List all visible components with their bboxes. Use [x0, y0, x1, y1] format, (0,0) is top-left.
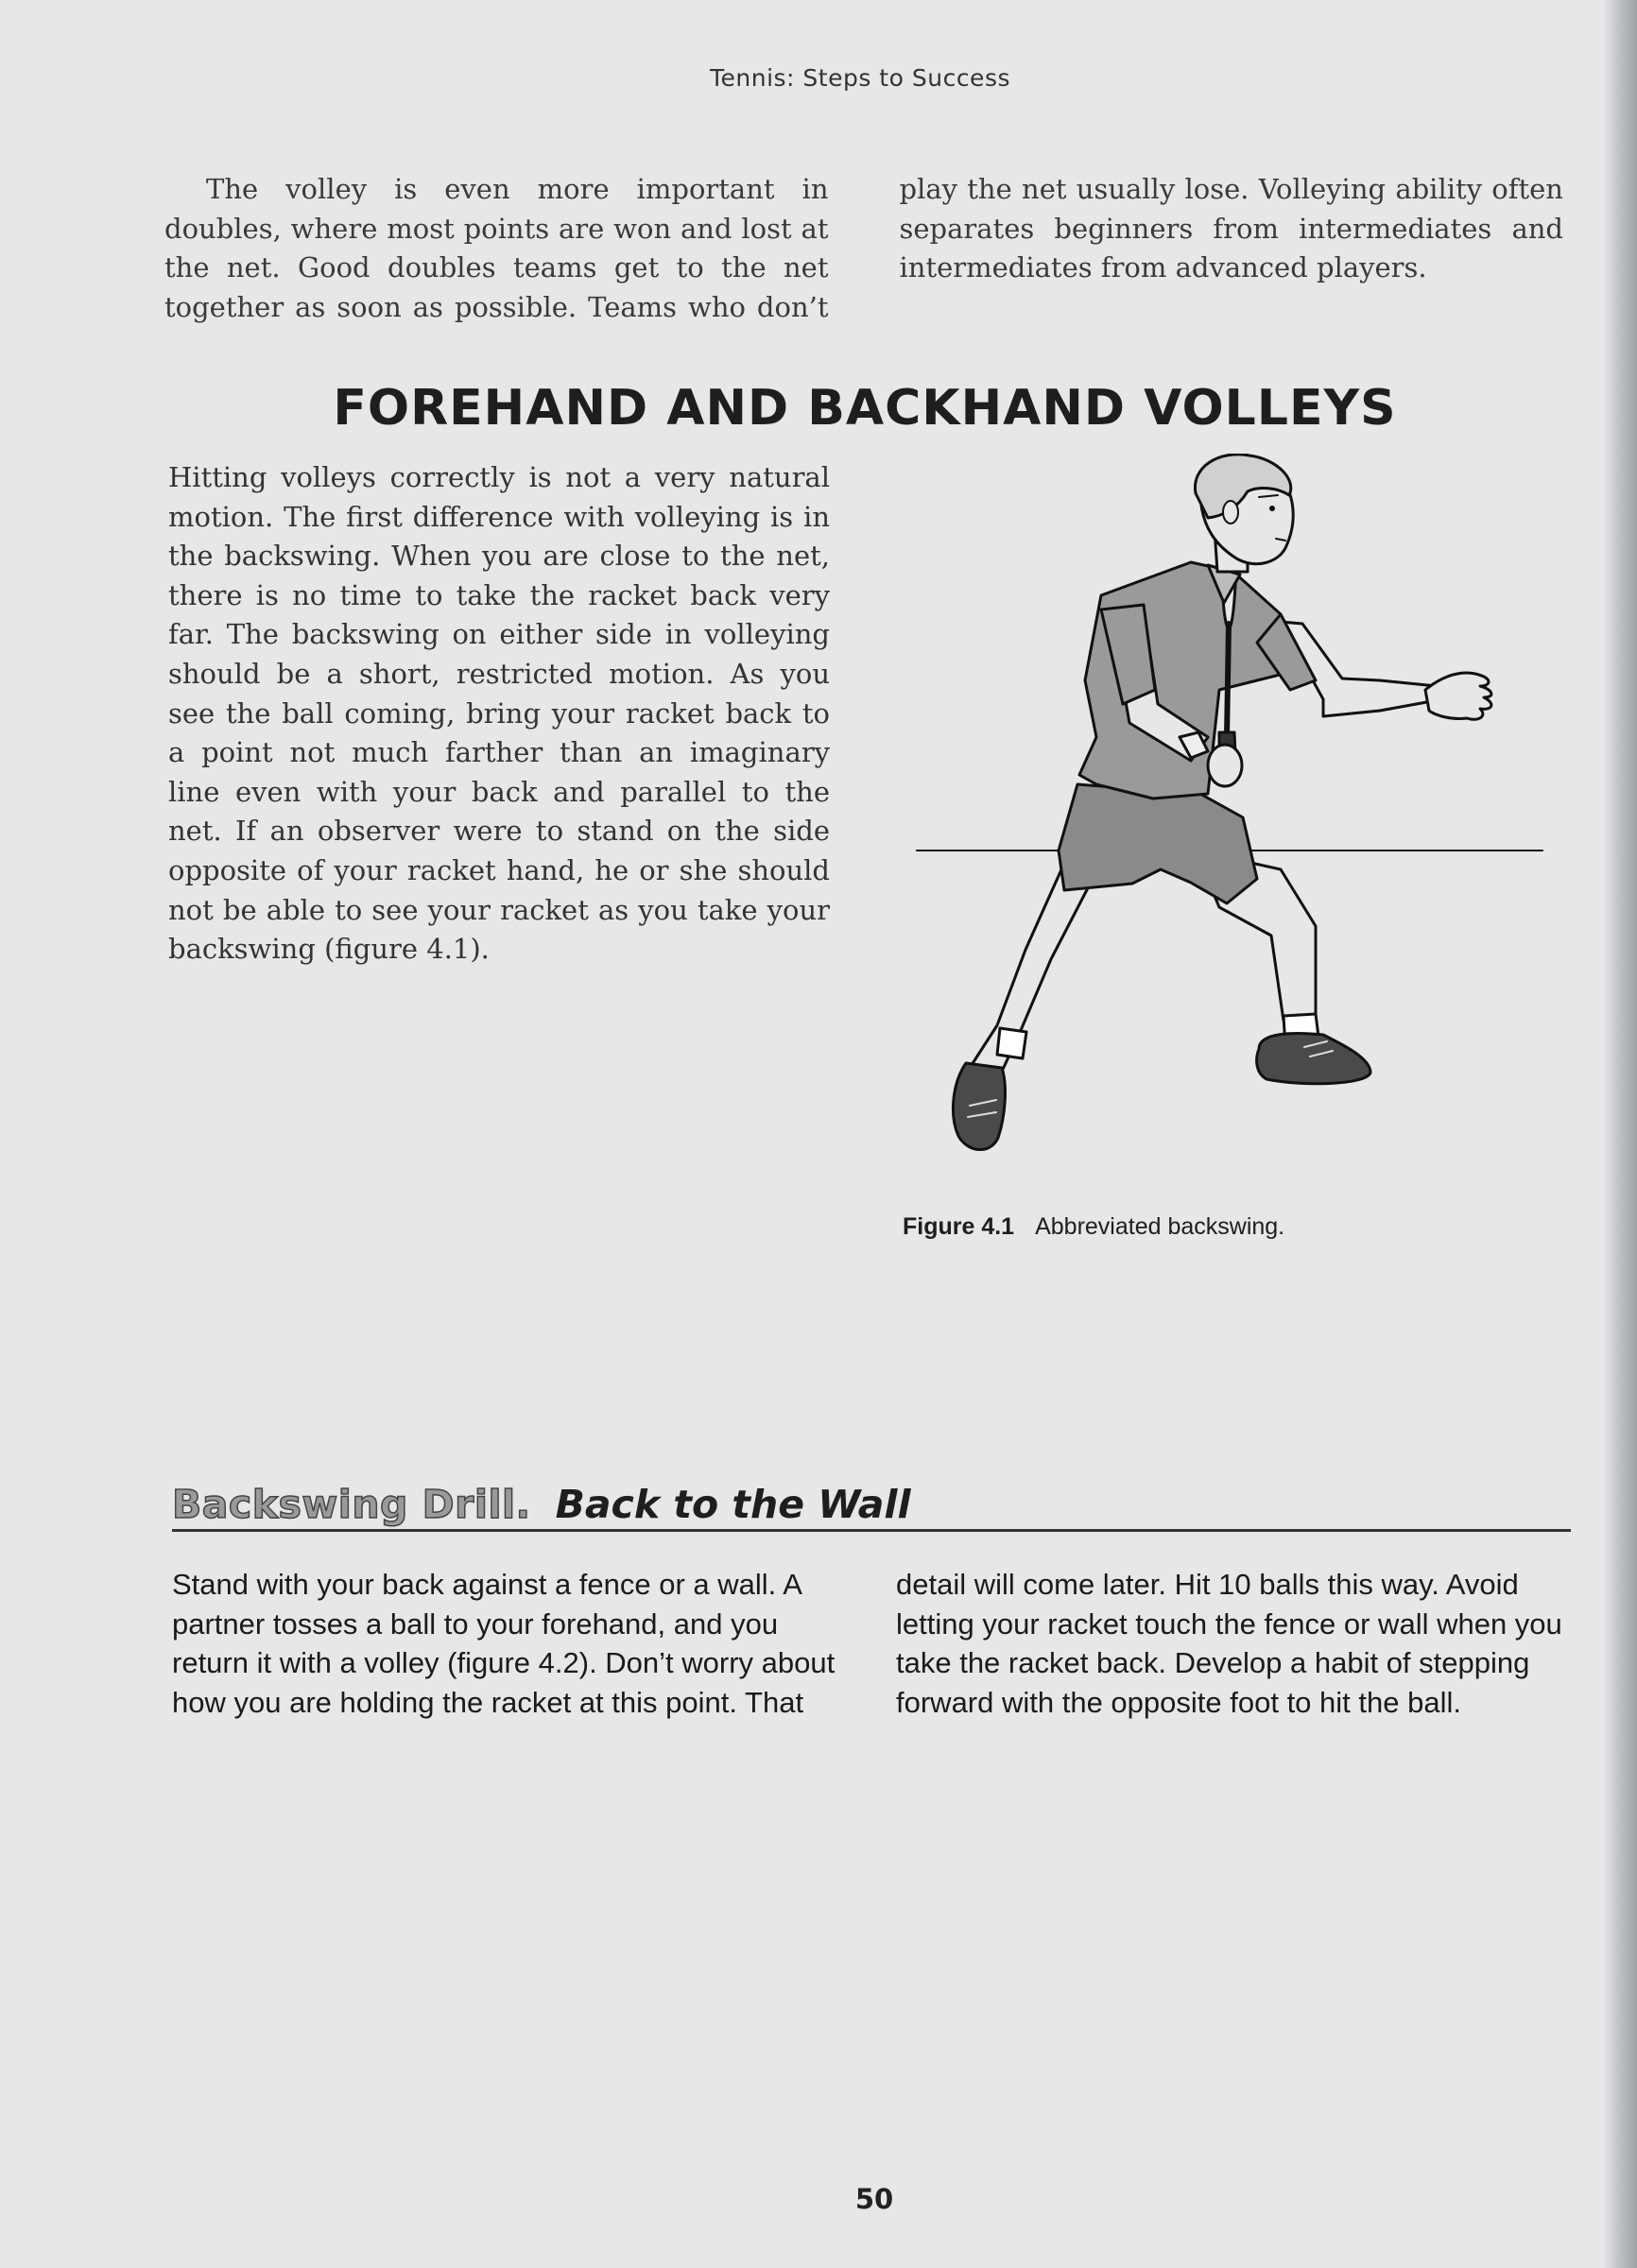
intro-paragraph: The volley is even more important in doubles, where most points are won and lost at the net. Good doubles teams get to the net together as soon as possible. Teams who don’t play the net usually lose. Volleying ability often separates beginners from intermediates and intermediates from advanced players. [164, 173, 1563, 323]
volley-player-illustration [907, 454, 1550, 1172]
page-number: 50 [854, 2183, 894, 2215]
drill-label: Backswing Drill. [172, 1482, 531, 1527]
racket-shaft [1227, 624, 1229, 737]
grip-hand [1208, 745, 1242, 786]
front-shoe [1257, 1034, 1370, 1084]
shirt [1079, 562, 1295, 799]
shorts [1059, 784, 1257, 903]
intro-text [164, 170, 1563, 327]
running-head: Tennis: Steps to Success [709, 64, 1010, 92]
figure-illustration [907, 454, 1550, 1172]
page-edge-shadow [1603, 0, 1637, 2268]
drill-name: Back to the Wall [555, 1482, 911, 1527]
drill-paragraph: Stand with your back against a fence or a wall. A partner tosses a ball to your forehand, and you return it with a volley (figure 4.2). Don’t worry about how you are holding the racket at this point. That detail will come later. Hit 10 balls this way. Avoid letting your racket touch the fence or wall when you take the racket back. Develop a habit of stepping forward with the opposite foot to hit the ball. [172, 1568, 1562, 1719]
figure-number: Figure 4.1 [903, 1213, 1015, 1240]
open-hand [1425, 673, 1491, 719]
figure-caption [903, 1213, 1284, 1241]
drill-text [172, 1565, 1571, 1722]
drill-heading [172, 1482, 1571, 1532]
section-title: FOREHAND AND BACKHAND VOLLEYS [333, 380, 1397, 437]
back-sock [997, 1028, 1026, 1058]
section-paragraph: Hitting volleys correctly is not a very natural motion. The first difference with volleying is in the backswing. When you are close to the net, there is no time to take the racket back very far. The backswing on either side in volleying should be a short, restricted motion. As you see the ball coming, bring your racket back to a point not much farther than an imaginary line even with your back and parallel to the net. If an observer were to stand on the side opposite of your racket hand, he or she should not be able to see your racket as you take your backswing (figure 4.1). [168, 461, 830, 966]
figure-caption-text: Abbreviated backswing. [1035, 1213, 1285, 1240]
back-shoe [953, 1063, 1005, 1150]
